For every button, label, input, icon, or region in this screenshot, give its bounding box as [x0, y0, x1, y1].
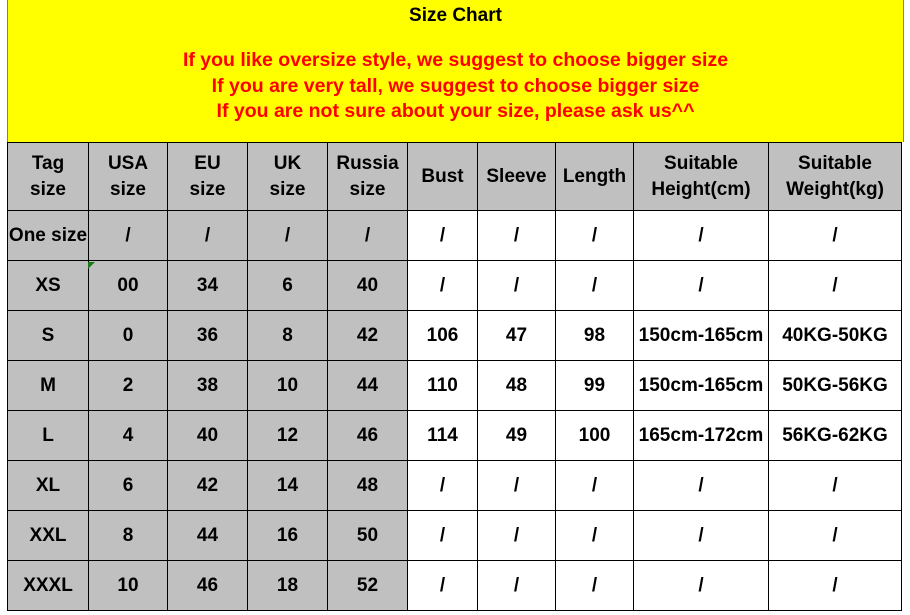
cell-sleeve: 47 — [478, 311, 556, 361]
cell-suitable-height: 150cm-165cm — [634, 361, 769, 411]
cell-eu-size: / — [168, 211, 248, 261]
table-row — [8, 261, 902, 311]
header-length: Length — [556, 143, 634, 211]
cell-tag-size: XL — [8, 461, 89, 511]
cell-russia-size: 40 — [328, 261, 408, 311]
cell-russia-size: 42 — [328, 311, 408, 361]
size-table — [7, 142, 902, 611]
cell-eu-size: 46 — [168, 561, 248, 611]
header-usa-size: USA size — [89, 143, 168, 211]
cell-usa-size: 00 — [89, 261, 168, 311]
cell-tag-size: S — [8, 311, 89, 361]
table-row — [8, 561, 902, 611]
cell-sleeve: / — [478, 461, 556, 511]
cell-suitable-weight: 50KG-56KG — [769, 361, 902, 411]
cell-usa-size: 8 — [89, 511, 168, 561]
header-eu-size: EU size — [168, 143, 248, 211]
cell-length: 99 — [556, 361, 634, 411]
table-row — [8, 411, 902, 461]
cell-russia-size: / — [328, 211, 408, 261]
cell-length: / — [556, 261, 634, 311]
cell-suitable-height: 165cm-172cm — [634, 411, 769, 461]
table-row — [8, 511, 902, 561]
size-chart-banner — [7, 0, 904, 142]
cell-suitable-weight: / — [769, 261, 902, 311]
cell-length: / — [556, 561, 634, 611]
table-row — [8, 211, 902, 261]
cell-bust: / — [408, 211, 478, 261]
cell-uk-size: 8 — [248, 311, 328, 361]
table-row — [8, 461, 902, 511]
cell-bust: / — [408, 511, 478, 561]
cell-usa-size: 10 — [89, 561, 168, 611]
cell-length: 98 — [556, 311, 634, 361]
cell-uk-size: 6 — [248, 261, 328, 311]
cell-eu-size: 44 — [168, 511, 248, 561]
header-russia-size: Russia size — [328, 143, 408, 211]
cell-length: / — [556, 461, 634, 511]
cell-sleeve: / — [478, 211, 556, 261]
cell-sleeve: / — [478, 511, 556, 561]
cell-bust: 110 — [408, 361, 478, 411]
cell-suitable-weight: / — [769, 561, 902, 611]
header-suitable-weight: Suitable Weight(kg) — [769, 143, 902, 211]
cell-eu-size: 40 — [168, 411, 248, 461]
cell-length: / — [556, 511, 634, 561]
header-uk-size: UK size — [248, 143, 328, 211]
cell-tag-size: M — [8, 361, 89, 411]
ask-us-advice: If you are not sure about your size, please ask us^^ — [216, 100, 695, 122]
cell-sleeve: 48 — [478, 361, 556, 411]
cell-suitable-height: / — [634, 211, 769, 261]
header-sleeve: Sleeve — [478, 143, 556, 211]
cell-eu-size: 42 — [168, 461, 248, 511]
cell-suitable-height: / — [634, 261, 769, 311]
cell-suitable-height: 150cm-165cm — [634, 311, 769, 361]
cell-usa-size: 6 — [89, 461, 168, 511]
header-bust: Bust — [408, 143, 478, 211]
cell-bust: 106 — [408, 311, 478, 361]
cell-usa-size: 2 — [89, 361, 168, 411]
cell-suitable-height: / — [634, 511, 769, 561]
cell-bust: / — [408, 561, 478, 611]
cell-suitable-weight: / — [769, 461, 902, 511]
cell-eu-size: 38 — [168, 361, 248, 411]
cell-eu-size: 34 — [168, 261, 248, 311]
cell-eu-size: 36 — [168, 311, 248, 361]
cell-sleeve: 49 — [478, 411, 556, 461]
table-row — [8, 311, 902, 361]
cell-uk-size: / — [248, 211, 328, 261]
tall-advice: If you are very tall, we suggest to choose bigger size — [211, 75, 700, 97]
cell-russia-size: 50 — [328, 511, 408, 561]
cell-uk-size: 14 — [248, 461, 328, 511]
cell-suitable-weight: 56KG-62KG — [769, 411, 902, 461]
cell-tag-size: XS — [8, 261, 89, 311]
cell-uk-size: 12 — [248, 411, 328, 461]
size-chart-title: Size Chart — [409, 5, 502, 26]
cell-uk-size: 18 — [248, 561, 328, 611]
cell-length: 100 — [556, 411, 634, 461]
header-suitable-height: Suitable Height(cm) — [634, 143, 769, 211]
cell-usa-size: 0 — [89, 311, 168, 361]
cell-tag-size: One size — [8, 211, 89, 261]
cell-sleeve: / — [478, 561, 556, 611]
cell-tag-size: L — [8, 411, 89, 461]
cell-sleeve: / — [478, 261, 556, 311]
cell-suitable-weight: / — [769, 211, 902, 261]
cell-comment-marker — [88, 262, 95, 269]
header-row — [8, 143, 902, 211]
cell-russia-size: 52 — [328, 561, 408, 611]
cell-tag-size: XXXL — [8, 561, 89, 611]
cell-russia-size: 46 — [328, 411, 408, 461]
cell-suitable-height: / — [634, 461, 769, 511]
cell-russia-size: 44 — [328, 361, 408, 411]
cell-suitable-height: / — [634, 561, 769, 611]
cell-usa-size: 4 — [89, 411, 168, 461]
cell-bust: 114 — [408, 411, 478, 461]
table-row — [8, 361, 902, 411]
cell-uk-size: 16 — [248, 511, 328, 561]
cell-russia-size: 48 — [328, 461, 408, 511]
cell-bust: / — [408, 261, 478, 311]
cell-uk-size: 10 — [248, 361, 328, 411]
cell-suitable-weight: / — [769, 511, 902, 561]
header-tag-size: Tag size — [8, 143, 89, 211]
cell-usa-size: / — [89, 211, 168, 261]
cell-suitable-weight: 40KG-50KG — [769, 311, 902, 361]
oversize-advice: If you like oversize style, we suggest to choose bigger size — [182, 49, 729, 71]
cell-bust: / — [408, 461, 478, 511]
cell-length: / — [556, 211, 634, 261]
cell-tag-size: XXL — [8, 511, 89, 561]
